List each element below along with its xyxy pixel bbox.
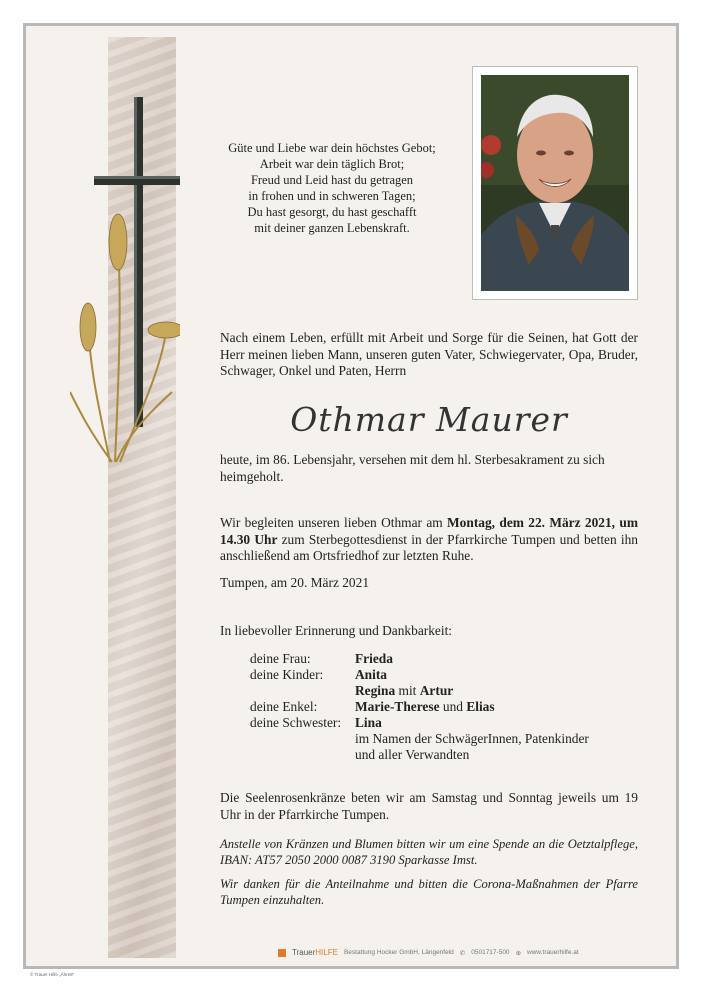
poem-line: Arbeit war dein täglich Brot;: [259, 157, 405, 171]
family-row: [250, 651, 589, 667]
donation-text: Anstelle von Kränzen und Blumen bitten wir um eine Spende an die Oetztalpflege, IBAN: AT57 2050 2000 0087 3190 Sparkasse Imst.: [220, 837, 638, 867]
grandchild-name: Elias: [466, 699, 495, 714]
phone-number: 0501717-500: [471, 949, 510, 956]
grandchild-name: Marie-Therese: [355, 699, 440, 714]
partner-name: Artur: [419, 683, 454, 698]
brand-part-a: Trauer: [292, 948, 316, 957]
portrait-frame: [472, 66, 638, 300]
sister-label: deine Schwester:: [250, 715, 342, 730]
and-text: und: [439, 699, 467, 714]
copyright: © Trauer Hilfe „Ähre8“: [30, 972, 75, 977]
web-icon: ⊕: [515, 949, 522, 957]
poem-line: Freud und Leid hast du getragen: [250, 173, 414, 187]
poem-line: in frohen und in schweren Tagen;: [248, 189, 416, 203]
wife-name: Frieda: [355, 651, 393, 666]
funeral-text: [220, 515, 638, 565]
family-list: [250, 651, 589, 763]
funeral-post: zum Sterbegottesdienst in der Pfarrkirche Tumpen und betten ihn anschließend am Ortsfriedhof zur letzten Ruhe.: [220, 531, 638, 563]
brand-part-b: HILFE: [315, 948, 338, 957]
family-row: [250, 731, 589, 747]
company-name: Bestattung Hocker GmbH, Längenfeld: [343, 949, 454, 956]
website-link[interactable]: www.trauerhilfe.at: [527, 949, 579, 956]
others-text: und aller Verwandten: [355, 747, 470, 762]
others-text: im Namen der SchwägerInnen, Patenkinder: [355, 731, 589, 746]
trauerhilfe-logo-icon: [278, 949, 286, 957]
child-name: Anita: [355, 667, 387, 682]
deceased-name: Othmar Maurer: [290, 400, 568, 439]
funeral-date: Montag, dem 22. März 2021,: [447, 515, 616, 530]
brand-name: [292, 948, 338, 957]
place-date: Tumpen, am 20. März 2021: [220, 575, 370, 590]
death-text: heute, im 86. Lebensjahr, versehen mit dem hl. Sterbesakrament zu sich heimgeholt.: [220, 452, 605, 484]
sister-name: Lina: [355, 715, 382, 730]
remembrance-text: In liebevoller Erinnerung und Dankbarkeit:: [220, 623, 453, 638]
poem-line: mit deiner ganzen Lebenskraft.: [254, 221, 410, 235]
intro-text: Nach einem Leben, erfüllt mit Arbeit und Sorge für die Seinen, hat Gott der Herr meinen lieben Mann, unseren guten Vater, Schwiegervater, Opa, Bruder, Schwager, Onkel und Paten, Herrn: [220, 330, 638, 378]
phone-icon: ✆: [459, 949, 466, 957]
cross-with-wheat-icon: [70, 92, 180, 472]
poem-line: Güte und Liebe war dein höchstes Gebot;: [228, 141, 436, 155]
with-text: mit: [395, 683, 420, 698]
child-with-partner: [355, 683, 453, 699]
footer: [278, 948, 579, 957]
portrait-photo: [481, 75, 629, 291]
family-row: [250, 747, 589, 763]
family-row: [250, 715, 589, 731]
rosary-text: Die Seelenrosenkränze beten wir am Samstag und Sonntag jeweils um 19 Uhr in der Pfarrkirche Tumpen.: [220, 790, 638, 822]
funeral-time: um 14.30 Uhr: [220, 515, 638, 547]
child-name: Regina: [355, 683, 396, 698]
wife-label: deine Frau:: [250, 651, 311, 666]
family-row: [250, 667, 589, 683]
poem-line: Du hast gesorgt, du hast geschafft: [247, 205, 417, 219]
children-label: deine Kinder:: [250, 667, 324, 682]
family-row: [250, 683, 589, 699]
funeral-pre: Wir begleiten unseren lieben Othmar am: [220, 515, 448, 530]
poem: [222, 140, 442, 236]
grandchildren: [355, 699, 495, 715]
family-row: [250, 699, 589, 715]
grandchildren-label: deine Enkel:: [250, 699, 318, 714]
thanks-text: Wir danken für die Anteilnahme und bitten die Corona-Maßnahmen der Pfarre Tumpen einzuhalten.: [220, 877, 638, 907]
